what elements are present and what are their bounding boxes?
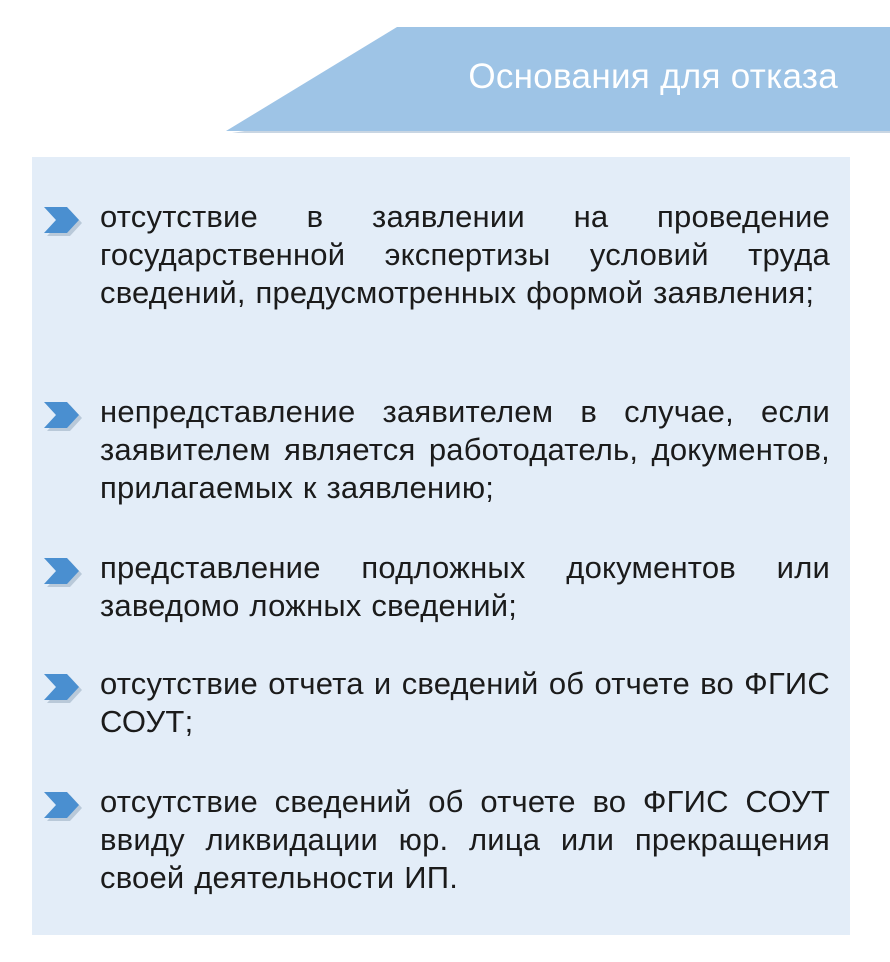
chevron-right-icon — [44, 207, 86, 239]
header-banner — [226, 27, 890, 133]
chevron-right-icon — [44, 402, 86, 434]
reason-text: отсутствие сведений об отчете во ФГИС СОУТ ввиду ликвидации юр. лица или прекращения своей деятельности ИП. — [100, 784, 830, 895]
page-title: Основания для отказа — [468, 57, 838, 96]
reason-text: непредставление заявителем в случае, если заявителем является работодатель, документов, прилагаемых к заявлению; — [100, 394, 830, 505]
chevron-right-icon — [44, 792, 86, 824]
reason-text: отсутствие в заявлении на проведение государственной экспертизы условий труда сведений, предусмотренных формой заявления; — [100, 199, 830, 310]
chevron-right-icon — [44, 558, 86, 590]
reasons-panel — [32, 157, 850, 935]
chevron-right-icon — [44, 674, 86, 706]
reason-text: отсутствие отчета и сведений об отчете во ФГИС СОУТ; — [100, 666, 830, 739]
reason-text: представление подложных документов или заведомо ложных сведений; — [100, 550, 830, 623]
